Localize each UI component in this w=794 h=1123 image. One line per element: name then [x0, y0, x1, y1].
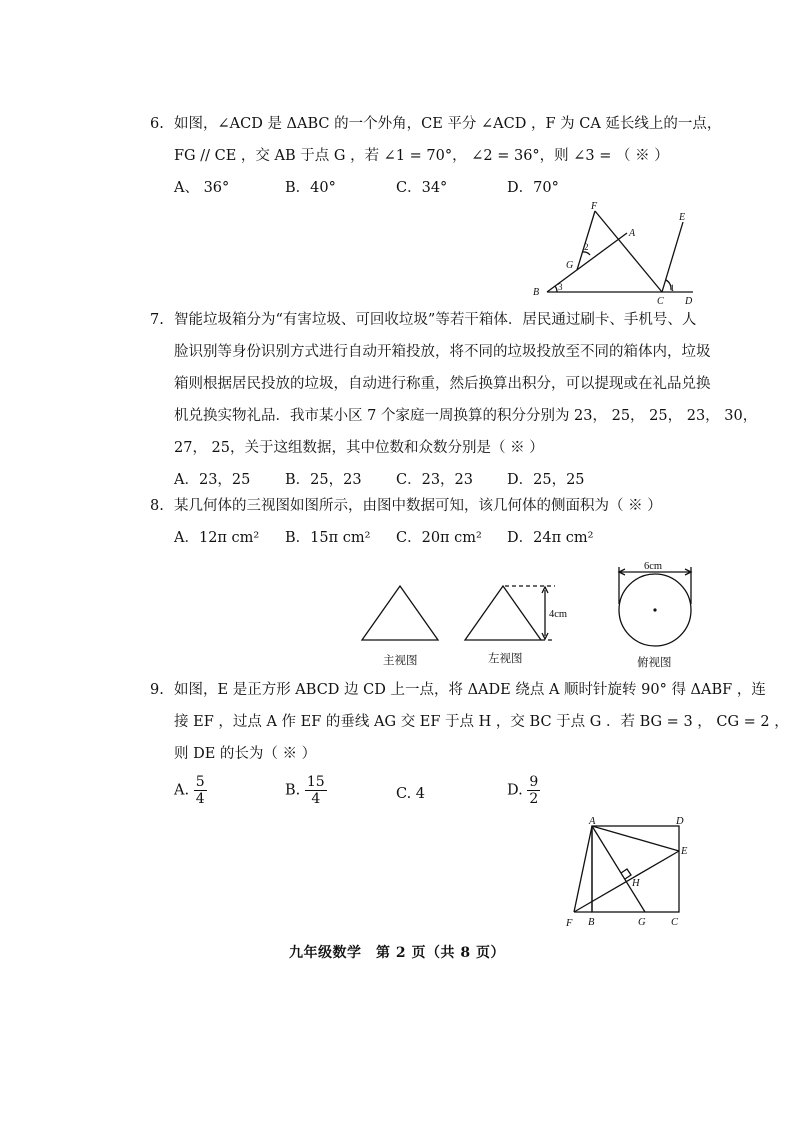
answer-options	[174, 172, 721, 202]
point-label: D	[685, 296, 693, 305]
point-label: B	[533, 287, 540, 298]
question-number: 6.	[150, 116, 164, 132]
height-label: 4cm	[549, 609, 568, 620]
question-text-line: 如图，E 是正方形 ABCD 边 CD 上一点，将 ΔADE 绕点 A 顺时针旋转 90° 得 ΔABF ，连	[174, 682, 766, 698]
numerator: 5	[195, 774, 205, 790]
fraction	[194, 774, 207, 807]
front-view-triangle	[362, 586, 438, 640]
option-d[interactable]: D．70°	[507, 180, 559, 196]
question-text-line: 27， 25，关于这组数据，其中位数和众数分别是（ ※ ）	[174, 440, 544, 456]
question-number: 7.	[150, 312, 164, 328]
question-number: 8.	[150, 498, 164, 514]
option-d[interactable]	[507, 774, 540, 807]
question-text-line: 则 DE 的长为（ ※ ）	[174, 746, 317, 762]
point-label: F	[591, 201, 598, 212]
question-text-line: FG // CE ，交 AB 于点 G ，若 ∠1 = 70°， ∠2 = 36°，则 ∠3 = （ ※ ）	[174, 148, 669, 164]
center-dot	[653, 608, 656, 611]
point-label: E	[681, 846, 688, 857]
point-label: C	[657, 296, 664, 305]
question-6	[150, 108, 722, 202]
option-c[interactable]: C．20π cm²	[396, 530, 482, 546]
option-a[interactable]: A、 36°	[174, 180, 230, 196]
question-text-line: 脸识别等身份识别方式进行自动开箱投放，将不同的垃圾投放至不同的箱体内，垃圾	[174, 344, 711, 360]
angle-label: 3	[558, 282, 563, 292]
point-label: D	[676, 816, 684, 827]
numerator: 15	[306, 774, 325, 790]
point-label: A	[629, 228, 636, 239]
question-text-line: 机兑换实物礼品．我市某小区 7 个家庭一周换算的积分分别为 23， 25， 25， 23， 30，	[174, 408, 758, 424]
option-a[interactable]: A．23，25	[174, 472, 251, 488]
point-label: G	[566, 260, 574, 271]
point-label: F	[566, 918, 573, 929]
question-8	[150, 490, 662, 552]
denominator: 4	[311, 791, 321, 807]
figure-6-triangle	[525, 200, 705, 305]
side-view-triangle	[465, 586, 541, 640]
question-text-line: 某几何体的三视图如图所示，由图中数据可知，该几何体的侧面积为（ ※ ）	[174, 498, 662, 514]
point-label: G	[638, 917, 646, 928]
question-text-line: 如图，∠ACD 是 ΔABC 的一个外角，CE 平分 ∠ACD ，F 为 CA 延长线上的一点，	[174, 116, 722, 132]
figure-9-square	[560, 814, 700, 932]
angle-3-arc	[555, 286, 557, 292]
option-b[interactable]: B．25，23	[285, 472, 362, 488]
ray-ce	[662, 222, 683, 292]
caption-side-view: 左视图	[488, 651, 523, 665]
caption-top-view: 俯视图	[637, 655, 672, 669]
question-text-line: 接 EF ，过点 A 作 EF 的垂线 AG 交 EF 于点 H ，交 BC 于点 G ．若 BG = 3 ， CG = 2 ，	[174, 714, 789, 730]
question-text-line: 智能垃圾箱分为“有害垃圾、可回收垃圾”等若干箱体．居民通过刷卡、手机号、人	[174, 312, 697, 328]
point-label: C	[671, 917, 679, 928]
line-af	[574, 826, 592, 912]
option-a[interactable]	[174, 774, 207, 807]
angle-2-arc	[583, 252, 590, 255]
option-b[interactable]: B．40°	[285, 180, 336, 196]
option-b[interactable]	[285, 774, 327, 807]
caption-front-view: 主视图	[383, 653, 418, 667]
option-d[interactable]: D．25，25	[507, 472, 585, 488]
angle-label: 2	[584, 242, 589, 252]
answer-options	[174, 522, 662, 552]
angle-label: 1	[670, 283, 675, 293]
option-b[interactable]: B．15π cm²	[285, 530, 371, 546]
numerator: 9	[529, 774, 539, 790]
point-label: B	[588, 917, 595, 928]
option-c[interactable]: C．23，23	[396, 472, 473, 488]
point-label: A	[589, 816, 596, 827]
answer-options	[174, 774, 789, 818]
question-7	[150, 304, 758, 494]
question-number: 9.	[150, 682, 164, 698]
page-footer: 九年级数学 第 2 页（共 8 页）	[289, 945, 505, 961]
point-label: E	[679, 212, 686, 223]
denominator: 4	[195, 791, 205, 807]
question-text-line: 箱则根据居民投放的垃圾，自动进行称重，然后换算出积分，可以提现或在礼品兑换	[174, 376, 711, 392]
option-letter: B.	[285, 782, 301, 799]
fraction	[527, 774, 540, 807]
right-angle-mark	[621, 869, 631, 879]
option-letter: D.	[507, 782, 523, 799]
fraction	[305, 774, 327, 807]
denominator: 2	[529, 791, 539, 807]
option-d[interactable]: D．24π cm²	[507, 530, 594, 546]
line-fg	[577, 211, 595, 270]
option-c[interactable]: C．34°	[396, 180, 448, 196]
option-value: 4	[415, 786, 426, 802]
line-cf	[595, 211, 662, 292]
option-letter: C.	[396, 786, 412, 802]
figure-8-three-views	[355, 558, 700, 648]
width-label: 6cm	[644, 561, 663, 572]
point-label: H	[632, 878, 640, 889]
option-letter: A.	[174, 782, 190, 799]
question-9	[150, 674, 789, 818]
option-c[interactable]	[396, 778, 425, 810]
option-a[interactable]: A．12π cm²	[174, 530, 260, 546]
